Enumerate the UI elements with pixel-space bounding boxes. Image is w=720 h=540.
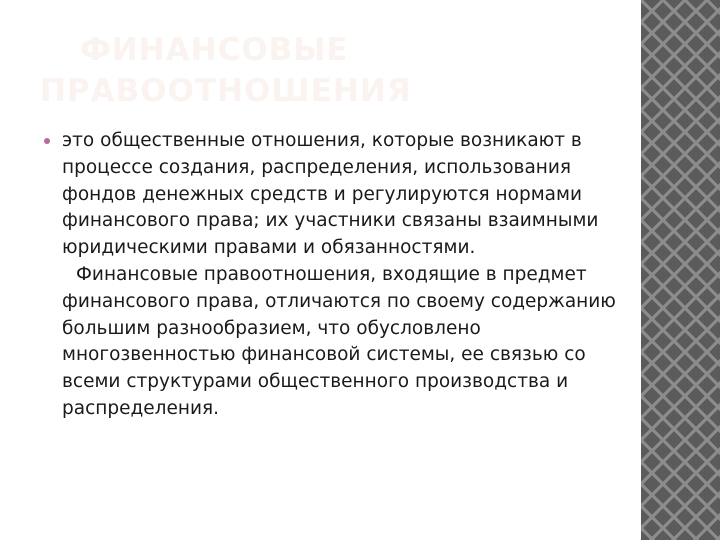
bullet-dot-icon [44,138,50,144]
bullet-paragraph [40,128,630,262]
diamond-pattern-decoration [641,0,720,540]
slide-body [40,128,630,423]
slide-title [40,30,600,112]
continuation-paragraph: Финансовые правоотношения, входящие в предмет финансового права, отличаются по своему содержанию большим разнообразием, что обусловлено многозвенностью финансовой системы, ее связью со всеми структурами общественного производства и распределения. [62,263,616,419]
slide-title-line2: ПРАВООТНОШЕНИЯ [40,73,412,109]
slide-title-line1: ФИНАНСОВЫЕ [80,32,349,68]
definition-text: это общественные отношения, которые возникают в процессе создания, распределения, использования фондов денежных средств и регулируются нормами финансового права; их участники связаны взаимными юридическими правами и обязанностями. [62,130,599,259]
